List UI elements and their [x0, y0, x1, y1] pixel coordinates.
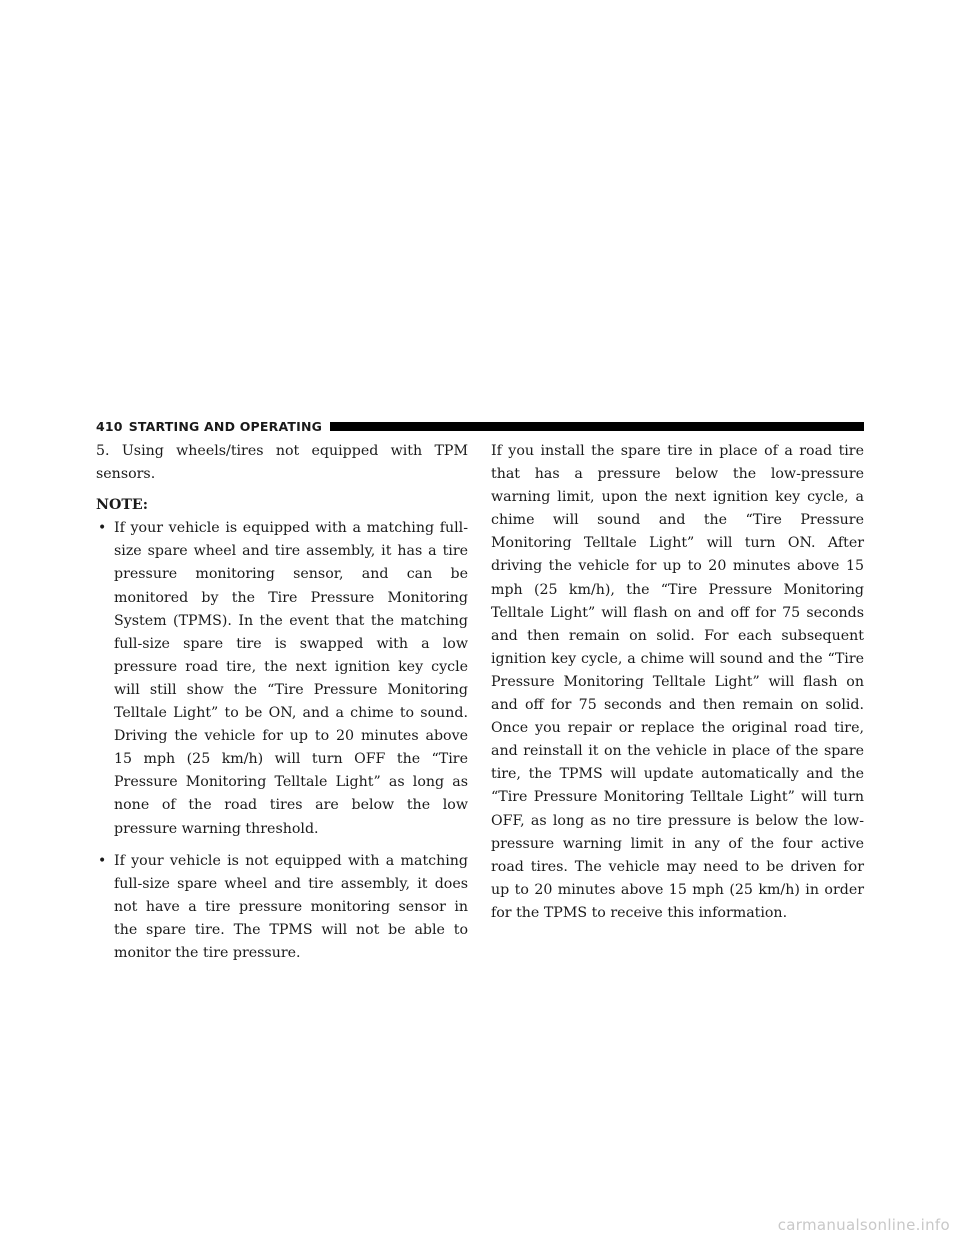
list-item-5: 5. Using wheels/tires not equipped with TPM sensors. — [96, 443, 468, 483]
note-bullet-2 — [96, 850, 468, 965]
page-header — [96, 419, 864, 433]
watermark: carmanualsonline.info — [777, 1216, 950, 1234]
bullet-icon: • — [98, 852, 107, 869]
header-rule — [330, 422, 864, 431]
left-column — [96, 440, 468, 965]
bullet-icon: • — [98, 520, 107, 537]
page-number: 410 — [96, 418, 123, 434]
note-bullet-1-text: If your vehicle is equipped with a matching full-size spare wheel and tire assembly, it has a tire pressure monitoring sensor, and can be monitored by the Tire Pressure Monitoring System (TPMS). In the event that the matching full-size spare tire is swapped with a low pressure road tire, the next ignition key cycle will still show the “Tire Pressure Monitoring Telltale Light” to be ON, and a chime to sound. Driving the vehicle for up to 20 minutes above 15 mph (25 km/h) will turn OFF the “Tire Pressure Monitoring Telltale Light” as long as none of the road tires are below the low pressure warning threshold. — [114, 520, 468, 837]
spare-tire-paragraph: If you install the spare tire in place of a road tire that has a pressure below the low-pressure warning limit, upon the next ignition key cycle, a chime will sound and the “Tire Pressure Monitoring Telltale Light” will turn ON. After driving the vehicle for up to 20 minutes above 15 mph (25 km/h), the “Tire Pressure Monitoring Telltale Light” will flash on and off for 75 seconds and then remain on solid. For each subsequent ignition key cycle, a chime will sound and the “Tire Pressure Monitoring Telltale Light” will flash on and off for 75 seconds and then remain on solid. Once you repair or replace the original road tire, and reinstall it on the vehicle in place of the spare tire, the TPMS will update automatically and the “Tire Pressure Monitoring Telltale Light” will turn OFF, as long as no tire pressure is below the low-pressure warning limit in any of the four active road tires. The vehicle may need to be driven for up to 20 minutes above 15 mph (25 km/h) in order for the TPMS to receive this information. — [491, 443, 864, 921]
note-bullet-2-text: If your vehicle is not equipped with a matching full-size spare wheel and tire assembly, it does not have a tire pressure monitoring sensor in the spare tire. The TPMS will not be able to monitor the tire pressure. — [114, 852, 468, 961]
note-bullet-1 — [96, 517, 468, 840]
right-column — [491, 440, 864, 925]
note-heading: NOTE: — [96, 497, 148, 514]
section-title: STARTING AND OPERATING — [128, 418, 323, 434]
